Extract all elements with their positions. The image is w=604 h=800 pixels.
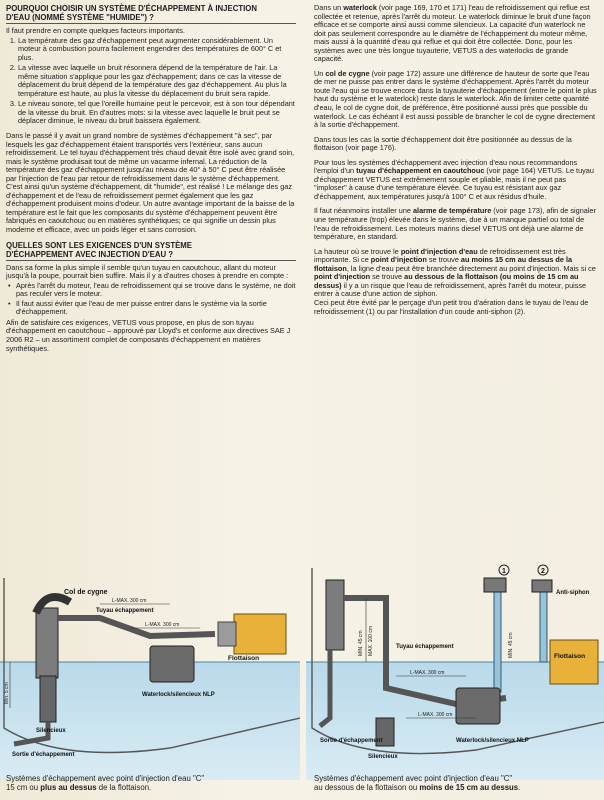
paragraph-waterlock: Dans un waterlock (voir page 169, 170 et 171) l'eau de refroidissement qui reflue est collectée et retenue, après l'arrêt du moteur. Le waterlock diminue le bruit d'une façon efficace et se comporte ainsi aussi comme silencieux. La capacité d'un waterlock ne doit pas seulement correspondre au le diamètre de l'échappement du moteur même, mais aussi à la quantité d'eau qui reflue et qui doit être collectée. Donc, pour les systèmes avec une très longue tuyauterie, VETUS a des waterlocks de grande capacité. [314, 3, 591, 64]
label-min-right: MIN. 45 cm [508, 632, 514, 658]
paragraph-exhaust-hose: Pour tous les systèmes d'échappement avec injection d'eau nous recommandons l'emploi d'un tuyau d'échappement en caoutchouc (voir page 164) VETUS. Le tuyau d'échappement VETUS est extrêmement souple et pliable, mais il ne peut pas "imploser" à cause d'une température élevée. Ce tuyau est résistant aux gaz d'échappement, aux températures jusqu'à 100° C et aux résidus d'huile. [314, 157, 594, 201]
waterlock-unit [150, 646, 194, 682]
heading-line-2: D'EAU (NOMMÉ SYSTÈME "HUMIDE") ? [6, 13, 154, 22]
label-marker-1: 1 [502, 568, 506, 575]
requirement-item-1: • Après l'arrêt du moteur, l'eau de refroidissement qui se trouve dans le système, ne doit pas reculer vers le moteur. [16, 282, 296, 299]
label-lmax: L-MAX. 300 cm [410, 670, 445, 676]
heading-requirements [6, 241, 296, 259]
anti-siphon-valve [484, 578, 506, 592]
waterlock-unit [456, 688, 500, 724]
anti-siphon-pipe-2 [540, 592, 547, 662]
paragraph-vetus-offer: Afin de satisfaire ces exigences, VETUS vous propose, en plus de son tuyau d'échappement en caoutchouc – approuvé par Lloyd's et conforme aux directives SAE J 2006 R2 – un assortiment complet de composants d'échappement en matières synthétiques. [6, 317, 291, 353]
caption-right: Systèmes d'échappement avec point d'injection d'eau "C" au dessous de la flottaison ou moins de 15 cm au dessus. [314, 774, 521, 792]
label-lmax-2: L-MAX. 300 cm [145, 622, 180, 628]
factor-list [6, 37, 296, 126]
requirement-item-2: • Il faut aussi éviter que l'eau de mer puisse entrer dans le système via la sortie d'échappement. [16, 300, 296, 317]
right-column [314, 4, 598, 322]
heading-divider [6, 23, 296, 24]
engine-block [550, 640, 598, 684]
paragraph-anti-siphon: Ceci peut être évité par le perçage d'un petit trou d'aération dans le tuyau de l'eau de refroidissement (1) ou par l'installation d'un coude anti-siphon (2). [314, 297, 589, 316]
factor-item-1: 1. La température des gaz d'échappement peut augmenter considérablement. Un moteur à combustion pourra facilement engendrer des températures de 600° C et plus. [18, 37, 296, 63]
heading-divider [6, 260, 296, 261]
label-min45: MIN. 45 cm [358, 630, 364, 656]
engine-detail [218, 622, 236, 646]
label-min-height: Min. 5 cm [4, 682, 10, 704]
label-silencieux: Silencieux [368, 754, 398, 760]
label-tuyau-echappement: Tuyau échappement [396, 644, 454, 650]
requirements-list [6, 282, 296, 317]
term-col-de-cygne: col de cygne [325, 68, 370, 78]
label-lmax-2: L-MAX. 300 cm [418, 712, 453, 718]
heading-line-1: POURQUOI CHOISIR UN SYSTÈME D'ÉCHAPPEMENT À INJECTION [6, 4, 257, 13]
caption-left: Systèmes d'échappement avec point d'injection d'eau "C" 15 cm ou plus au dessus de la flottaison. [6, 774, 205, 792]
label-sortie: Sortie d'échappement [12, 752, 75, 758]
factor-item-2: 2. La vitesse avec laquelle un bruit résonnera dépend de la température de l'air. La même situation s'applique pour les gaz d'échappement; dans ce cas la vitesse de déplacement du bruit dépend de la température des gaz d'échappement. Au plus la température est haute, au plus la vitesse du déplacement du bruit sera rapide. [18, 64, 296, 98]
anti-siphon-valve-2 [532, 580, 552, 592]
diagram-injection-above-waterline [0, 558, 300, 780]
term-exhaust-hose: tuyau d'échappement en caoutchouc [356, 166, 485, 176]
heading-line-1: QUELLES SONT LES EXIGENCES D'UN SYSTÈME [6, 240, 192, 250]
paragraph-injection-point: La hauteur où se trouve le point d'injection d'eau de refroidissement est très importante. Si ce point d'injection se trouve au moins 15 cm au dessus de la flottaison, la ligne d'eau peut être branchée directement au point d'injection. Mais si ce point d'injection se trouve au dessous de la flottaison (ou moins de 15 cm au dessus) il y a un risque que l'eau de refroidissement, après l'arrêt du moteur, puisse entrer à cause d'une action de siphon. [314, 246, 596, 299]
label-tuyau-echappement: Tuyau échappement [96, 608, 154, 614]
label-col-de-cygne: Col de cygne [64, 589, 108, 596]
silencer [40, 676, 56, 722]
heading-line-2: D'ÉCHAPPEMENT AVEC INJECTION D'EAU ? [6, 249, 174, 259]
label-waterlock: Waterlock/silencieux NLP [456, 738, 529, 744]
label-sortie: Sortie d'échappement [320, 738, 383, 744]
paragraph-outlet-position: Dans tous les cas la sortie d'échappement doit être positionnée au dessus de la flottaison (voir page 176). [314, 134, 572, 153]
diagram-injection-below-waterline [306, 558, 604, 780]
heading-why-wet-system [6, 4, 296, 22]
gooseneck [36, 608, 58, 678]
intro-text: Il faut prendre en compte quelques facteurs importants. [6, 26, 185, 35]
left-column [6, 4, 296, 359]
exhaust-hose [58, 618, 215, 636]
anti-siphon-pipe [494, 592, 501, 692]
label-flottaison: Flottaison [554, 653, 586, 660]
paragraph-history: Dans le passé il y avait un grand nombre de systèmes d'échappement "à sec", par lesquels les gaz d'échappement étaient transportés vers l'extérieur, sans aucun refroidissement. Le tel tuyau d'échappement très chaud devait être isolé avec grand soin, mais le système produisait tout de même un vacarme infernal. La réduction de la température des gaz d'échappement jusqu'au niveau de 40° à 50° C peut être réalisée par l'injection de l'eau par retour de refroidissement dans le système d'échappement. C'est ainsi qu'un système d'échappement, dit "humide", est réalisé ! Le mélange des gaz d'échappement et de l'eau de refroidissement permet également que les gaz d'échappement produisent moins d'odeur. Un autre avantage important de la baisse de la température est le fait que les composants du système d'échappement peuvent être fabriqués en caoutchouc ou en matières synthétiques; ce qui signifie un dessin plus moderne et efficace, avec un poids léger et sans corrosion. [6, 131, 295, 235]
factor-item-3: 3. Le niveau sonore, tel que l'oreille humaine peut le percevoir, est à son tour dépendant de la vitesse du bruit. En d'autres mots: si la vitesse avec laquelle le bruit peut se déplacer diminue, le niveau du bruit baissera également. [18, 100, 296, 126]
paragraph-gooseneck: Un col de cygne (voir page 172) assure une différence de hauteur de sorte que l'eau de mer ne puisse pas entrer dans le système d'échappement. Après l'arrêt du moteur toute l'eau qui se trouve encore dans la tuyauterie d'échappement (entre le point le plus haut du système et le waterlock) reste dans le waterlock. Afin de limiter cette quantité d'eau, le col de cygne doit, de préférence, être positionné aussi près que possible du waterlock. Le cas échéant il est aussi possible de brancher le col de cygne directement à la sortie d'échappement. [314, 68, 597, 130]
paragraph-simple-form: Dans sa forme la plus simple il semble qu'un tuyau en caoutchouc, allant du moteur jusqu'à la poupe, pourrait bien suffire. Mais il y a d'autres choses à prendre en compte : [6, 262, 289, 281]
label-marker-2: 2 [541, 568, 545, 575]
engine-block [234, 614, 286, 654]
paragraph-temperature-alarm: Il faut néanmoins installer une alarme de température (voir page 173), afin de signaler une température (trop) élevée dans le système, due à un manque partiel ou total de l'eau de refroidissement. Les moteurs marins diesel VETUS ont déjà une alarme de température, en standard. [314, 206, 596, 242]
term-temperature-alarm: alarme de température [412, 206, 492, 216]
label-waterlock: Waterlock/silencieux NLP [142, 692, 215, 698]
gooseneck [326, 580, 344, 650]
label-anti-siphon: Anti-siphon [556, 590, 590, 596]
label-max100: MAX. 100 cm [368, 625, 374, 656]
term-waterlock: waterlock [343, 3, 377, 12]
label-silencieux: Silencieux [36, 728, 66, 734]
label-lmax: L-MAX. 300 cm [112, 598, 147, 604]
label-flottaison: Flottaison [228, 655, 260, 662]
